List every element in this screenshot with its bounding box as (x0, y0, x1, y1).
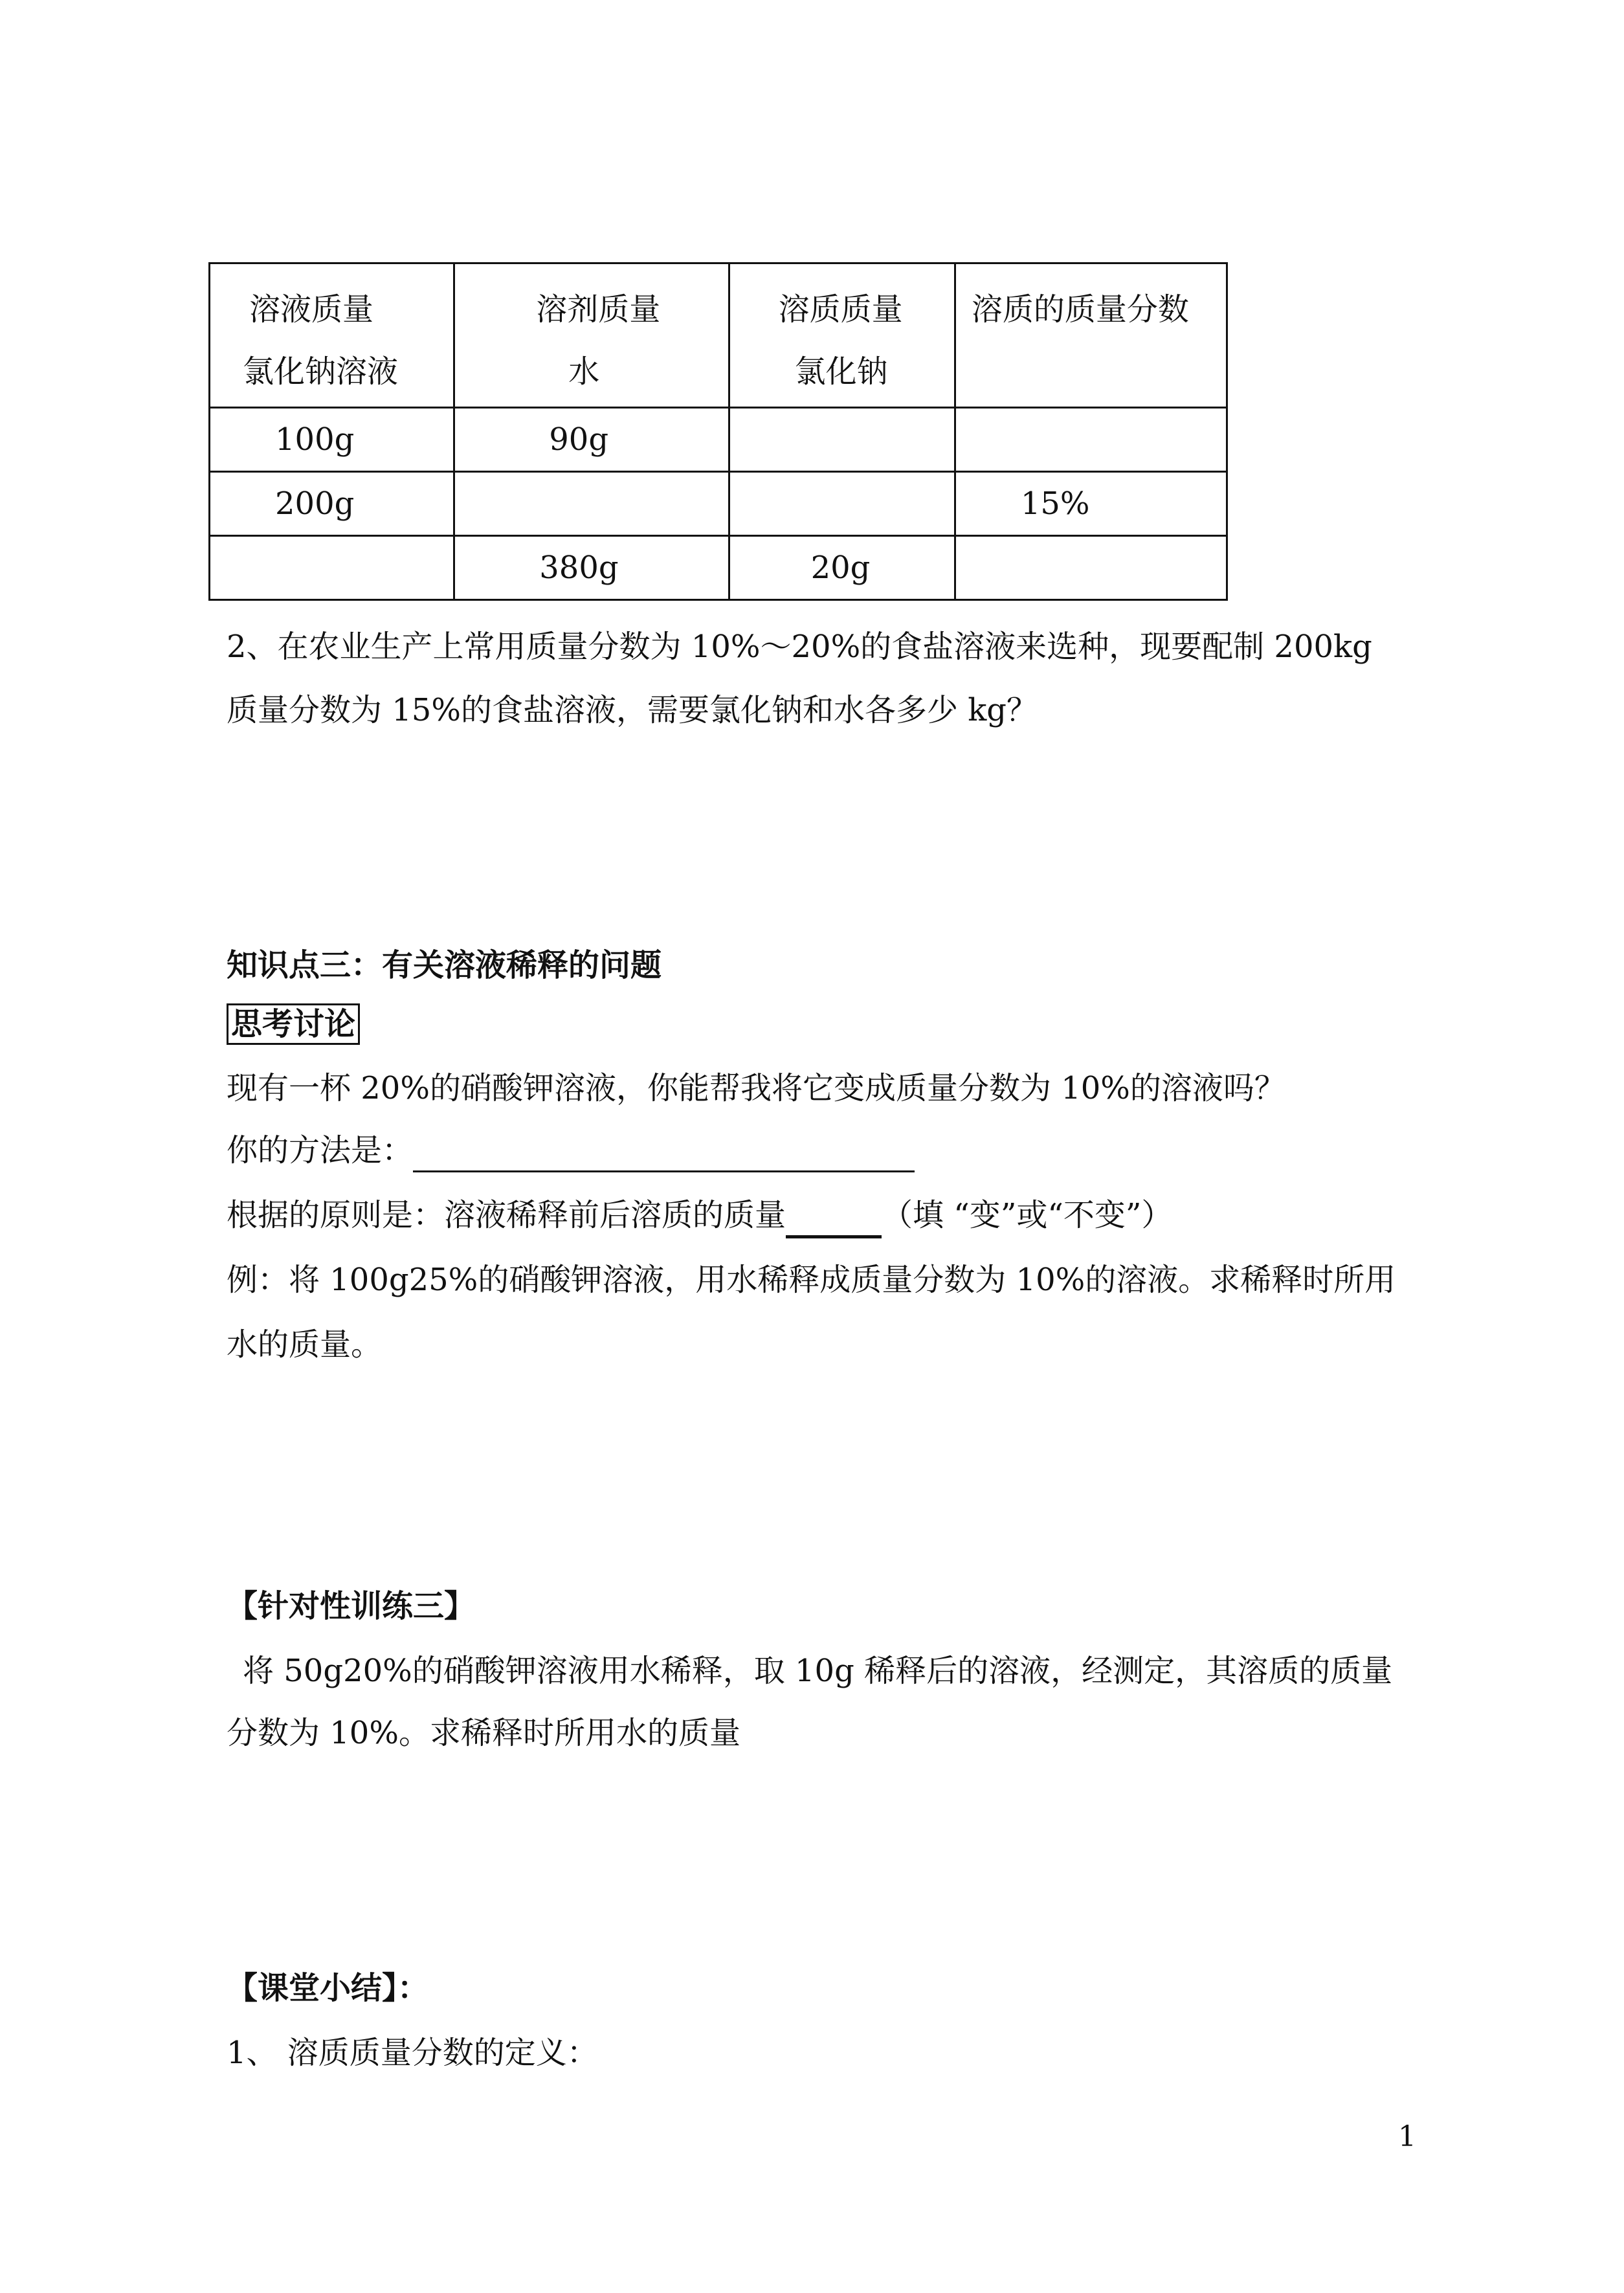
header-line: 氯化钠溶液 (243, 353, 399, 390)
principle-line (227, 1195, 1172, 1238)
example-line-1: 例：将 100g25%的硝酸钾溶液，用水稀释成质量分数为 10%的溶液。求稀释时所用 (227, 1262, 1396, 1298)
header-cell-solvent-mass (454, 263, 729, 408)
table-row (210, 472, 1227, 536)
method-answer-blank[interactable] (413, 1130, 915, 1172)
principle-label: 根据的原则是：溶液稀释前后溶质的质量 (227, 1197, 786, 1233)
header-line: 溶剂质量 (536, 291, 661, 328)
table-row (210, 536, 1227, 600)
solution-table (208, 262, 1228, 601)
discussion-box: 思考讨论 (227, 1003, 360, 1045)
table-cell: 100g (210, 408, 454, 472)
header-line: 水 (568, 353, 600, 390)
header-line: 氯化钠 (794, 353, 888, 390)
training-3-line-1: 将 50g20%的硝酸钾溶液用水稀释，取 10g 稀释后的溶液，经测定，其溶质的质量 (243, 1653, 1393, 1689)
header-line: 溶质的质量分数 (971, 291, 1189, 328)
table-header-row (210, 263, 1227, 408)
principle-hint: （填 “变”或“不变”） (882, 1197, 1173, 1233)
table-cell (729, 408, 955, 472)
method-line (227, 1130, 915, 1172)
table-cell (955, 408, 1227, 472)
table-cell: 90g (454, 408, 729, 472)
table-cell (210, 536, 454, 600)
header-cell-solution-mass (210, 263, 454, 408)
training-3-line-2: 分数为 10%。求稀释时所用水的质量 (227, 1715, 740, 1751)
header-line: 溶液质量 (249, 291, 374, 328)
summary-item-1: 1、 溶质质量分数的定义： (227, 2035, 598, 2071)
discussion-heading (227, 1003, 360, 1045)
table-cell: 200g (210, 472, 454, 536)
table-cell (729, 472, 955, 536)
principle-answer-blank[interactable] (786, 1195, 882, 1238)
table-cell: 20g (729, 536, 955, 600)
summary-title: 【课堂小结】： (227, 1970, 429, 2006)
table-row (210, 408, 1227, 472)
example-line-2: 水的质量。 (227, 1326, 383, 1363)
training-3-title: 【针对性训练三】 (227, 1588, 476, 1624)
table-cell: 15% (955, 472, 1227, 536)
page-number: 1 (1398, 2120, 1416, 2153)
discussion-question: 现有一杯 20%的硝酸钾溶液，你能帮我将它变成质量分数为 10%的溶液吗？ (227, 1070, 1285, 1106)
question-2-line-1: 2、在农业生产上常用质量分数为 10%～20%的食盐溶液来选种，现要配制 200kg (227, 629, 1372, 665)
question-2-line-2: 质量分数为 15%的食盐溶液，需要氯化钠和水各多少 kg？ (227, 692, 1038, 728)
header-cell-solute-mass (729, 263, 955, 408)
table-cell: 380g (454, 536, 729, 600)
section-title-knowledge-3: 知识点三：有关溶液稀释的问题 (227, 947, 662, 983)
method-label: 你的方法是： (227, 1132, 414, 1169)
table-cell (955, 536, 1227, 600)
table-cell (454, 472, 729, 536)
header-cell-mass-fraction (955, 263, 1227, 408)
header-line: 溶质质量 (778, 291, 903, 328)
